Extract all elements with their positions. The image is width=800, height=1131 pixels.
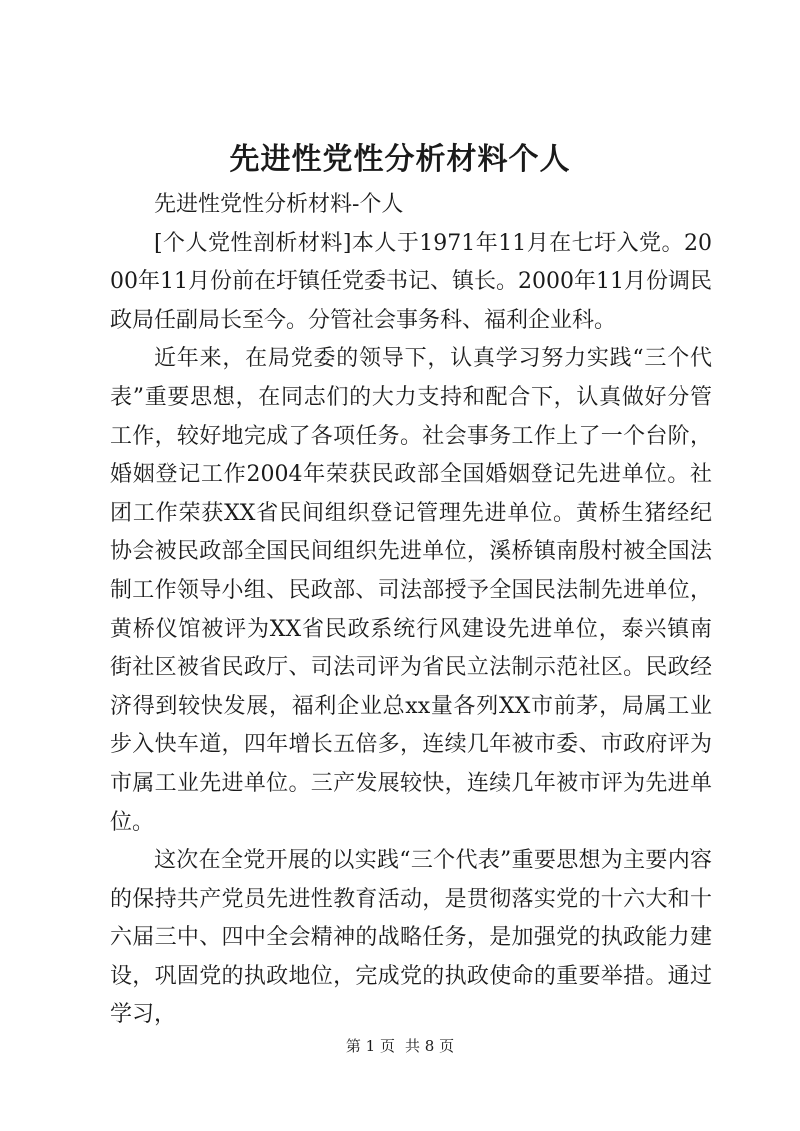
page-total: 共 8 页 <box>405 1037 455 1055</box>
body-paragraph: 这次在全党开展的以实践“三个代表”重要思想为主要内容的保持共产党员先进性教育活动，是贯彻落实党的十六大和十六届三中、四中全会精神的战略任务，是加强党的执政能力建设，巩固党的执政地位，完成党的执政使命的重要举措。通过学习， <box>110 848 712 1028</box>
subtitle-paragraph: 先进性党性分析材料-个人 <box>154 192 404 217</box>
page-number: 第 1 页 <box>345 1037 395 1055</box>
document-title: 先进性党性分析材料个人 <box>229 142 571 177</box>
body-paragraph: 近年来，在局党委的领导下，认真学习努力实践“三个代表”重要思想，在同志们的大力支持和配合下，认真做好分管工作，较好地完成了各项任务。社会事务工作上了一个台阶，婚姻登记工作2004年荣获民政部全国婚姻登记先进单位。社团工作荣获XX省民间组织登记管理先进单位。黄桥生猪经纪协会被民政部全国民间组织先进单位，溪桥镇南殷村被全国法制工作领导小组、民政部、司法部授予全国民法制先进单位，黄桥仪馆被评为XX省民政系统行风建设先进单位，泰兴镇南街社区被省民政厅、司法司评为省民立法制示范社区。民政经济得到较快发展，福利企业总xx量各列XX市前茅，局属工业步入快车道，四年增长五倍多，连续几年被市委、市政府评为市属工业先进单位。三产发展较快，连续几年被市评为先进单位。 <box>110 346 712 835</box>
document-body <box>110 186 712 1035</box>
body-paragraph: [个人党性剖析材料]本人于1971年11月在七圩入党。2000年11月份前在圩镇任党委书记、镇长。2000年11月份调民政局任副局长至今。分管社会事务科、福利企业科。 <box>110 230 712 333</box>
page-footer <box>0 1036 800 1056</box>
